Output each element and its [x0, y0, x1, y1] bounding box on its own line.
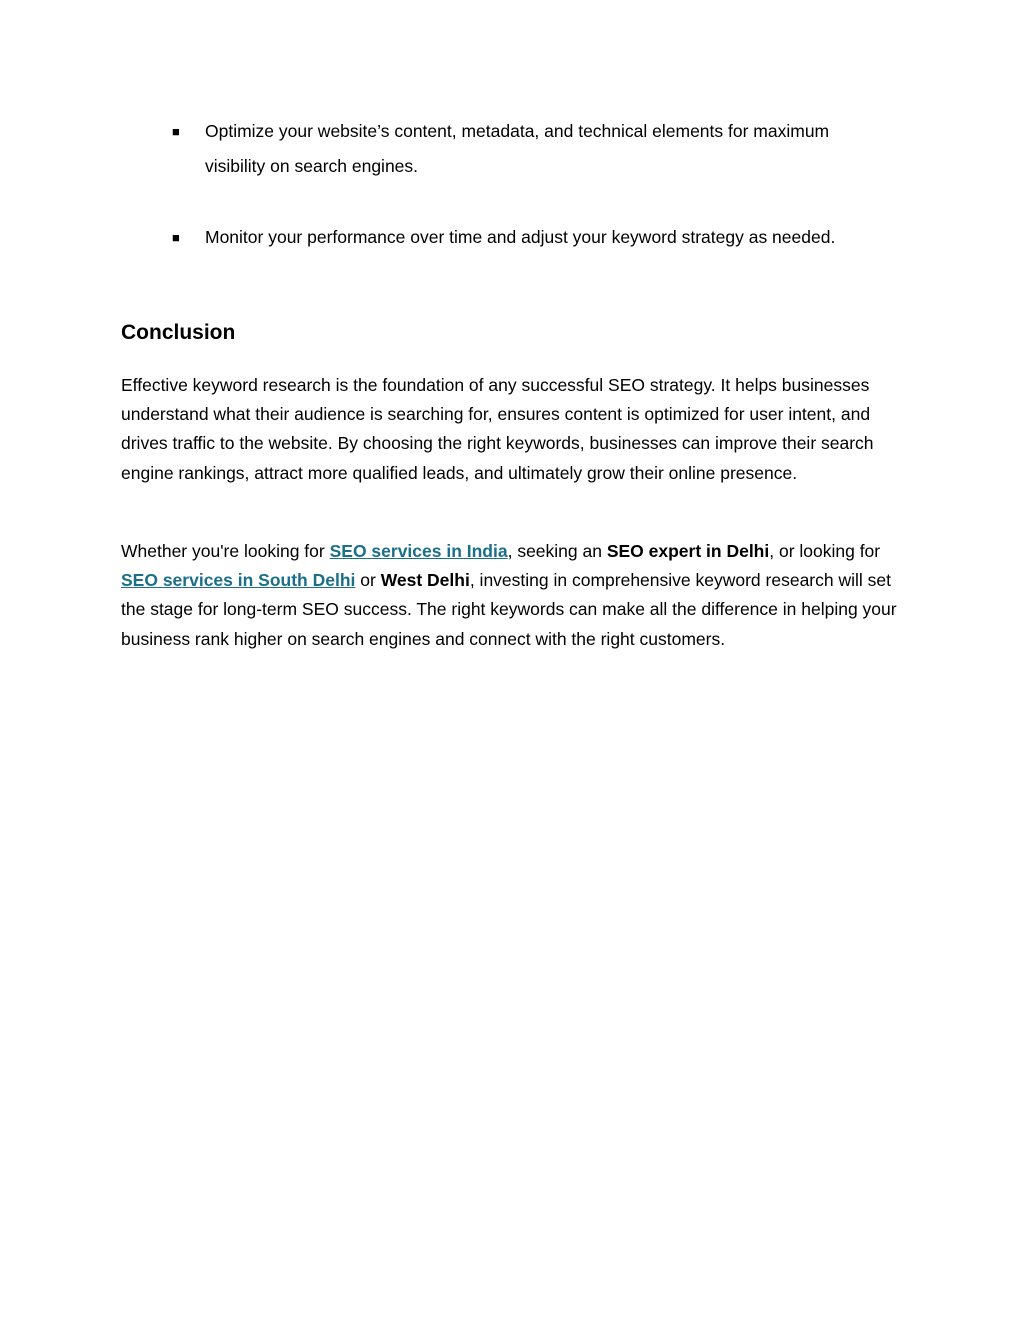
paragraph-text: Whether you're looking for	[121, 541, 330, 561]
list-item	[172, 220, 892, 255]
paragraph-text: , or looking for	[769, 541, 881, 561]
list-item-text: Optimize your website’s content, metadata, and technical elements for maximum visibility on search engines.	[205, 121, 830, 176]
conclusion-paragraph-1: Effective keyword research is the foundation of any successful SEO strategy. It helps businesses understand what their audience is searching for, ensures content is optimized for user intent, and drives traffic to the website. By choosing the right keywords, businesses can improve their search engine rankings, attract more qualified leads, and ultimately grow their online presence.	[121, 375, 874, 483]
west-delhi-bold: West Delhi	[380, 570, 470, 591]
square-bullet-icon: ■	[172, 230, 180, 245]
list-item	[172, 114, 892, 184]
square-bullet-icon: ■	[172, 124, 180, 139]
list-item-text: Monitor your performance over time and adjust your keyword strategy as needed.	[205, 227, 836, 247]
seo-services-south-delhi-link[interactable]: SEO services in South Delhi	[121, 570, 356, 591]
seo-expert-delhi-bold: SEO expert in Delhi	[606, 541, 770, 561]
paragraph-text: , investing in comprehensive keyword research will set the stage for long-term SEO success. The right keywords can make all the difference in helping your business rank higher on search engines and connect with the right customers.	[121, 570, 897, 649]
paragraph-text: or	[355, 570, 381, 591]
bullet-list	[172, 114, 892, 291]
seo-services-india-link[interactable]: SEO services in India	[329, 541, 508, 561]
conclusion-paragraph-2	[121, 537, 911, 654]
conclusion-heading: Conclusion	[121, 321, 236, 344]
paragraph-text: , seeking an	[507, 541, 607, 561]
